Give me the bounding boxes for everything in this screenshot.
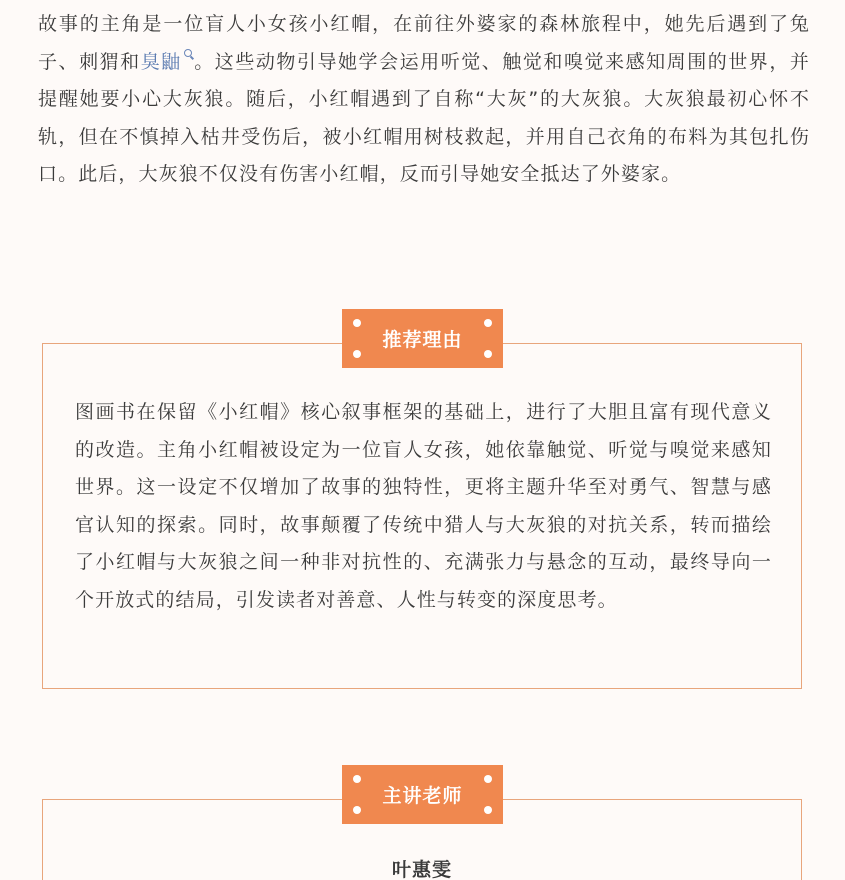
badge-dot [484,319,492,327]
search-icon[interactable] [183,49,194,61]
badge-dot [484,350,492,358]
badge-dot [353,806,361,814]
teacher-name: 叶惠雯 [391,859,452,880]
badge-dot [353,775,361,783]
teacher-section-title: 主讲老师 [382,785,463,807]
recommend-body: 图画书在保留《小红帽》核心叙事框架的基础上，进行了大胆且富有现代意义的改造。主角小红帽被设定为一位盲人女孩，她依靠触觉、听觉与嗅觉来感知世界。这一设定不仅增加了故事的独特性，更将主题升华至对勇气、智慧与感官认知的探索。同时，故事颠覆了传统中猎人与大灰狼的对抗关系，转而描绘了小红帽与大灰狼之间一种非对抗性的、充满张力与悬念的互动，最终导向一个开放式的结局，引发读者对善意、人性与转变的深度思考。 [75,401,772,611]
intro-text-after-link: 。这些动物引导她学会运用听觉、触觉和嗅觉来感知周围的世界，并提醒她要小心大灰狼。随后，小红帽遇到了自称“大灰”的大灰狼。大灰狼最初心怀不轨，但在不慎掉入枯井受伤后，被小红帽用树枝救起，并用自己衣角的布料为其包扎伤口。此后，大灰狼不仅没有伤害小红帽，反而引导她安全抵达了外婆家。 [38,50,810,185]
intro-text-before-link: 故事的主角是一位盲人小女孩小红帽，在前往外婆家的森林旅程中，她先后遇到了兔子、刺猬和 [38,13,810,73]
teacher-section-badge [342,765,503,824]
recommend-section-title: 推荐理由 [382,329,463,351]
intro-paragraph [38,6,810,194]
recommend-section-badge [342,309,503,368]
skunk-link[interactable]: 臭鼬 [140,50,182,73]
badge-dot [353,319,361,327]
badge-dot [484,806,492,814]
badge-dot [353,350,361,358]
recommend-section-box [42,343,802,689]
badge-dot [484,775,492,783]
